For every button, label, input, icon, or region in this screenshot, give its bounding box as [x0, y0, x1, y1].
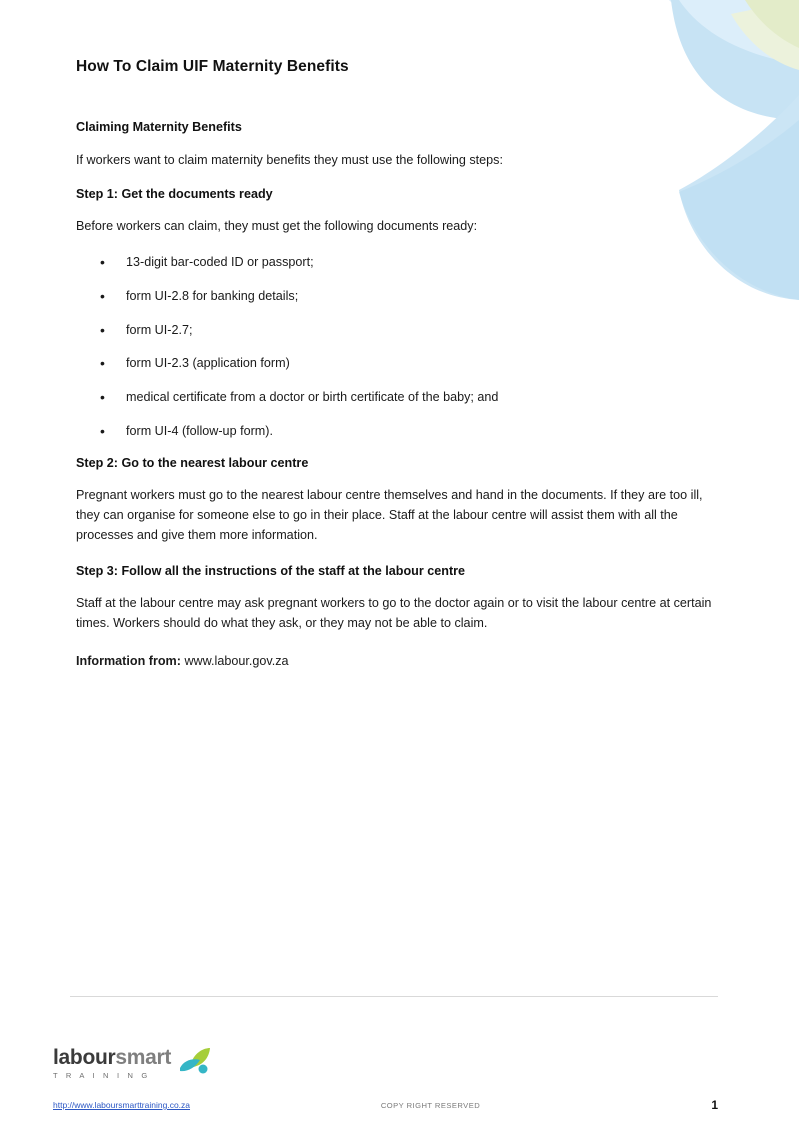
page-title: How To Claim UIF Maternity Benefits	[76, 58, 349, 75]
document-body	[76, 58, 716, 671]
list-item: • form UI-2.3 (application form)	[76, 354, 716, 373]
list-item: • form UI-2.7;	[76, 321, 716, 340]
list-item: • 13-digit bar-coded ID or passport;	[76, 253, 716, 272]
intro-paragraph: If workers want to claim maternity benefits they must use the following steps:	[76, 153, 503, 167]
logo-main: labour	[53, 1046, 116, 1069]
footer-copyright: COPY RIGHT RESERVED	[380, 1100, 481, 1110]
logo-text	[53, 1047, 171, 1068]
logo	[53, 1046, 212, 1080]
list-item: • form UI-4 (follow-up form).	[76, 422, 716, 441]
information-label: Information from:	[76, 653, 181, 668]
logo-subtitle: T R A I N I N G	[53, 1071, 151, 1080]
step1-lead: Before workers can claim, they must get the following documents ready:	[76, 218, 478, 233]
logo-leaf-icon	[178, 1046, 212, 1076]
logo-accent: smart	[115, 1046, 172, 1069]
list-item: • form UI-2.8 for banking details;	[76, 287, 716, 306]
information-source	[76, 652, 716, 672]
list-item: • medical certificate from a doctor or birth certificate of the baby; and	[76, 388, 716, 407]
footer-divider	[70, 996, 718, 997]
step3-heading: Step 3: Follow all the instructions of the staff at the labour centre	[76, 563, 466, 578]
required-documents-list	[76, 253, 716, 441]
step1-heading: Step 1: Get the documents ready	[76, 186, 273, 201]
page-footer	[53, 1098, 718, 1112]
information-value: www.labour.gov.za	[184, 653, 289, 668]
page-number: 1	[711, 1098, 718, 1112]
step3-paragraph: Staff at the labour centre may ask pregnant workers to go to the doctor again or to visit the labour centre at certain times. Workers should do what they ask, or they may not be able to claim.	[76, 595, 712, 630]
section-heading: Claiming Maternity Benefits	[76, 120, 242, 134]
step2-paragraph: Pregnant workers must go to the nearest labour centre themselves and hand in the documents. If they are too ill, they can organise for someone else to go in their place. Staff at the labour centre will assist them with all the processes and give them more information.	[76, 488, 703, 542]
step2-heading: Step 2: Go to the nearest labour centre	[76, 456, 309, 471]
footer-website-link[interactable]: http://www.laboursmarttraining.co.za	[53, 1100, 191, 1110]
